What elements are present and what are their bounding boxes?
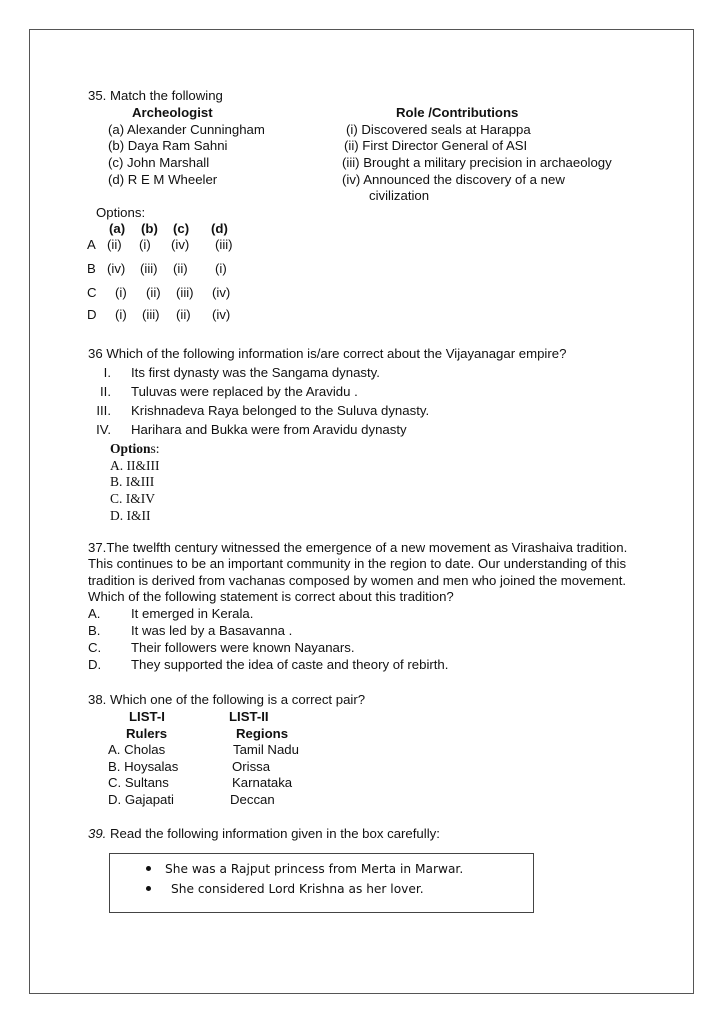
q37-stem-line: tradition is derived from vachanas composed by women and men who joined the movement. <box>88 573 627 588</box>
q35-left-item: (a) Alexander Cunningham <box>108 122 265 137</box>
q38-row-right: Karnataka <box>232 775 293 790</box>
bullet-icon <box>146 866 151 871</box>
q35-left-item: (d) R E M Wheeler <box>108 172 218 187</box>
q37-stem-line: Which of the following statement is correct about this tradition? <box>88 589 454 604</box>
q35-left-item: (c) John Marshall <box>108 155 210 170</box>
q35-right-item: (i) Discovered seals at Harappa <box>346 122 531 137</box>
q35-option-letter: D <box>87 307 97 322</box>
q35-right-item: (iv) Announced the discovery of a new <box>342 172 565 187</box>
q36-option: A. II&III <box>110 458 160 473</box>
q39-stem: 39. Read the following information given in the box carefully: <box>88 826 440 841</box>
q38-row-left: B. Hoysalas <box>108 759 179 774</box>
q38-list1-sub: Rulers <box>126 726 168 741</box>
q36-statement-num: I. <box>103 365 111 380</box>
q35-option-header: (c) <box>173 221 190 236</box>
q38-row-left: D. Gajapati <box>108 792 174 807</box>
q35-option-value: (i) <box>215 261 227 276</box>
q35-options-label: Options: <box>96 205 146 220</box>
q35-option-header: (a) <box>109 221 126 236</box>
q37-option: Their followers were known Nayanars. <box>131 640 355 655</box>
q35-option-header: (d) <box>211 221 228 236</box>
q36-statement-num: IV. <box>96 422 111 437</box>
q36-option: C. I&IV <box>110 491 155 506</box>
bullet-icon <box>146 886 151 891</box>
q36-stem: 36 Which of the following information is/are correct about the Vijayanagar empire? <box>88 346 567 361</box>
q36-statement-num: III. <box>96 403 111 418</box>
q38-list1-label: LIST-I <box>129 709 165 724</box>
q35-right-header: Role /Contributions <box>396 105 519 120</box>
q35-option-value: (iv) <box>212 307 231 322</box>
q35-right-item: (ii) First Director General of ASI <box>344 138 528 153</box>
q38-stem: 38. Which one of the following is a correct pair? <box>88 692 366 707</box>
q35-left-header: Archeologist <box>132 105 213 120</box>
q38-row-right: Deccan <box>230 792 275 807</box>
q38-list2-label: LIST-II <box>229 709 269 724</box>
q36-options-label: Options: <box>110 441 160 456</box>
q38-row-right: Orissa <box>232 759 271 774</box>
q36-statement: Harihara and Bukka were from Aravidu dynasty <box>131 422 407 437</box>
q35-option-value: (i) <box>115 307 127 322</box>
q36-statement: Tuluvas were replaced by the Aravidu . <box>131 384 358 399</box>
q37-option-letter: D. <box>88 657 102 672</box>
q36-statement: Krishnadeva Raya belonged to the Suluva dynasty. <box>131 403 430 418</box>
q35-option-value: (ii) <box>146 285 161 300</box>
q35-option-value: (ii) <box>176 307 191 322</box>
q35-left-item: (b) Daya Ram Sahni <box>108 138 228 153</box>
q38-list2-sub: Regions <box>236 726 289 741</box>
q36-statement-num: II. <box>100 384 111 399</box>
q36-statement: Its first dynasty was the Sangama dynasty. <box>131 365 380 380</box>
q37-option: It emerged in Kerala. <box>131 606 254 621</box>
q35-option-value: (iii) <box>142 307 160 322</box>
q37-stem-line: This continues to be an important community in the region to date. Our understanding of this <box>88 556 627 571</box>
q35-option-value: (iv) <box>171 237 190 252</box>
q35-option-letter: B <box>87 261 96 276</box>
q36-option: B. I&III <box>110 474 155 489</box>
q35-option-header: (b) <box>141 221 158 236</box>
q35-option-letter: A <box>87 237 96 252</box>
q37-option-letter: A. <box>88 606 101 621</box>
q38-row-left: A. Cholas <box>108 742 166 757</box>
q35-option-value: (ii) <box>107 237 122 252</box>
q35-right-item-continuation: civilization <box>369 188 430 203</box>
q36-option: D. I&II <box>110 508 151 523</box>
q39-box-item: She considered Lord Krishna as her lover. <box>146 881 424 897</box>
q35-option-value: (i) <box>139 237 151 252</box>
q35-option-letter: C <box>87 285 97 300</box>
q35-right-item: (iii) Brought a military precision in archaeology <box>342 155 612 170</box>
q39-box-item: She was a Rajput princess from Merta in Marwar. <box>146 861 463 877</box>
q35-option-value: (iv) <box>107 261 126 276</box>
q35-option-value: (iii) <box>215 237 233 252</box>
q35-option-value: (iii) <box>140 261 158 276</box>
q35-option-value: (i) <box>115 285 127 300</box>
q37-option: It was led by a Basavanna . <box>131 623 293 638</box>
q37-option-letter: C. <box>88 640 102 655</box>
q38-row-left: C. Sultans <box>108 775 169 790</box>
q37-option-letter: B. <box>88 623 101 638</box>
q35-option-value: (iii) <box>176 285 194 300</box>
q35-option-value: (iv) <box>212 285 231 300</box>
q37-option: They supported the idea of caste and theory of rebirth. <box>131 657 449 672</box>
q38-row-right: Tamil Nadu <box>233 742 299 757</box>
q37-stem-line: 37.The twelfth century witnessed the emergence of a new movement as Virashaiva tradition. <box>88 540 628 555</box>
q35-stem: 35. Match the following <box>88 88 223 103</box>
q35-option-value: (ii) <box>173 261 188 276</box>
